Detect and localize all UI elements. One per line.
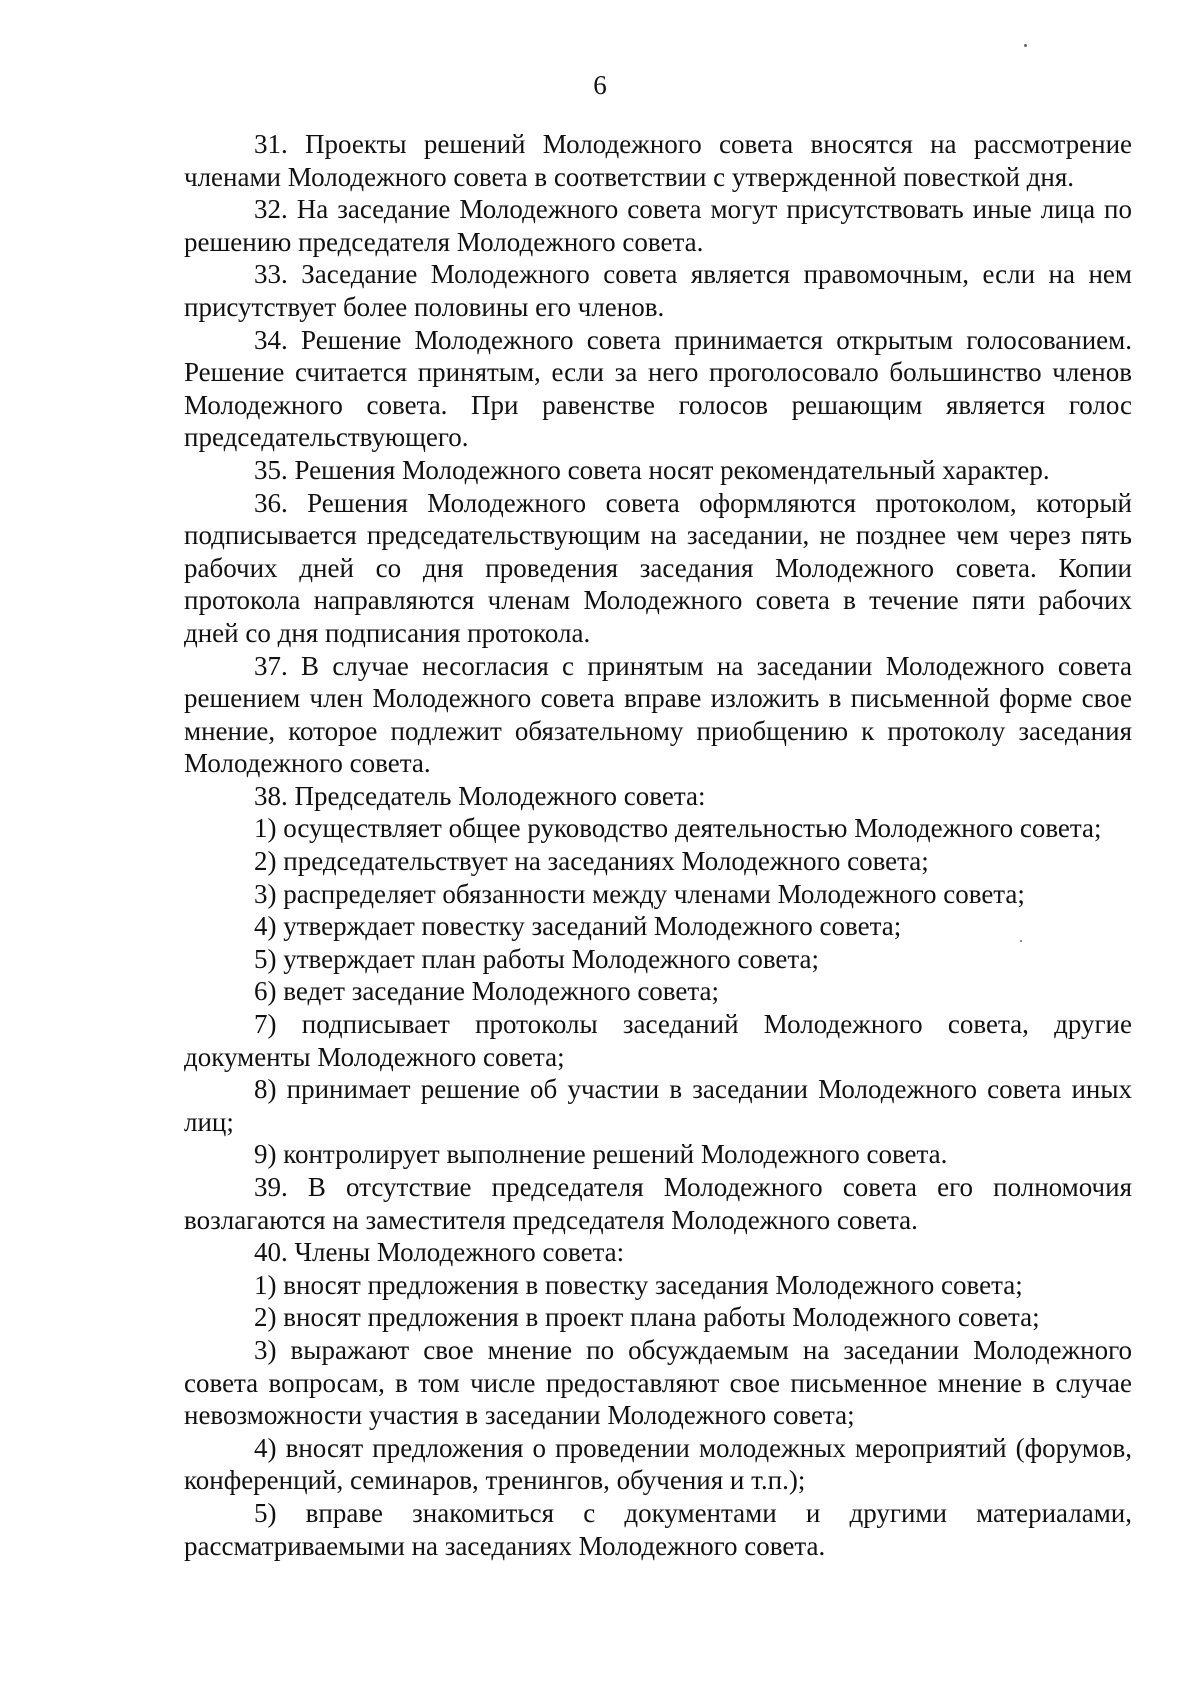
list-item-38-5: 5) утверждает план работы Молодежного совета; (254, 943, 820, 974)
paragraph-32: 32. На заседание Молодежного совета могут присутствовать иные лица по решению председателя Молодежного совета. (184, 194, 1132, 257)
page-number: 6 (593, 70, 607, 100)
list-item-38-2: 2) председательствует на заседаниях Молодежного совета; (254, 846, 929, 877)
paragraph-40: 40. Члены Молодежного совета: (254, 1237, 625, 1268)
list-item-40-1: 1) вносят предложения в повестку заседания Молодежного совета; (254, 1269, 1023, 1300)
list-item-38-7: 7) подписывает протоколы заседаний Молодежного совета, другие документы Молодежного совета; (184, 1009, 1132, 1072)
paragraph-38: 38. Председатель Молодежного совета: (254, 780, 706, 811)
list-item-38-9: 9) контролирует выполнение решений Молодежного совета. (254, 1139, 948, 1170)
list-item-40-4: 4) вносят предложения о проведении молодежных мероприятий (форумов, конференций, семинаров, тренингов, обучения и т.п.); (184, 1432, 1132, 1496)
paragraph-34: 34. Решение Молодежного совета принимается открытым голосованием. Решение считается принятым, если за него проголосовало большинство членов Молодежного совета. При равенстве голосов решающим является голос председательствующего. (184, 324, 1132, 453)
document-body (184, 128, 1132, 1562)
list-item-40-5: 5) вправе знакомиться с документами и другими материалами, рассматриваемыми на заседаниях Молодежного совета. (184, 1497, 1132, 1561)
list-item-40-2: 2) вносят предложения в проект плана работы Молодежного совета; (254, 1302, 1040, 1333)
list-item-38-8: 8) принимает решение об участии в заседании Молодежного совета иных лиц; (184, 1074, 1132, 1137)
list-item-38-4: 4) утверждает повестку заседаний Молодежного совета; (254, 911, 902, 942)
list-item-38-1: 1) осуществляет общее руководство деятельностью Молодежного совета; (254, 813, 1102, 844)
paragraph-36: 36. Решения Молодежного совета оформляются протоколом, который подписывается председательствующим на заседании, не позднее чем через пять рабочих дней со дня проведения заседания Молодежного совета. Копии протокола направляются членам Молодежного совета в течение пяти рабочих дней со дня подписания протокола. (184, 487, 1132, 648)
paragraph-39: 39. В отсутствие председателя Молодежного совета его полномочия возлагаются на заместителя председателя Молодежного совета. (184, 1172, 1132, 1235)
paragraph-35: 35. Решения Молодежного совета носят рекомендательный характер. (254, 454, 1050, 485)
list-item-40-3: 3) выражают свое мнение по обсуждаемым на заседании Молодежного совета вопросам, в том числе предоставляют свое письменное мнение в случае невозможности участия в заседании Молодежного совета; (184, 1334, 1132, 1431)
paragraph-33: 33. Заседание Молодежного совета является правомочным, если на нем присутствует более половины его членов. (184, 259, 1132, 322)
list-item-38-3: 3) распределяет обязанности между членами Молодежного совета; (254, 878, 1025, 909)
paragraph-31: 31. Проекты решений Молодежного совета вносятся на рассмотрение членами Молодежного совета в соответствии с утвержденной повесткой дня. (184, 129, 1132, 192)
scan-speck (1020, 940, 1022, 942)
list-item-38-6: 6) ведет заседание Молодежного совета; (254, 976, 719, 1007)
scan-speck (1024, 44, 1027, 47)
paragraph-37: 37. В случае несогласия с принятым на заседании Молодежного совета решением член Молодежного совета вправе изложить в письменной форме свое мнение, которое подлежит обязательному приобщению к протоколу заседания Молодежного совета. (184, 650, 1132, 779)
